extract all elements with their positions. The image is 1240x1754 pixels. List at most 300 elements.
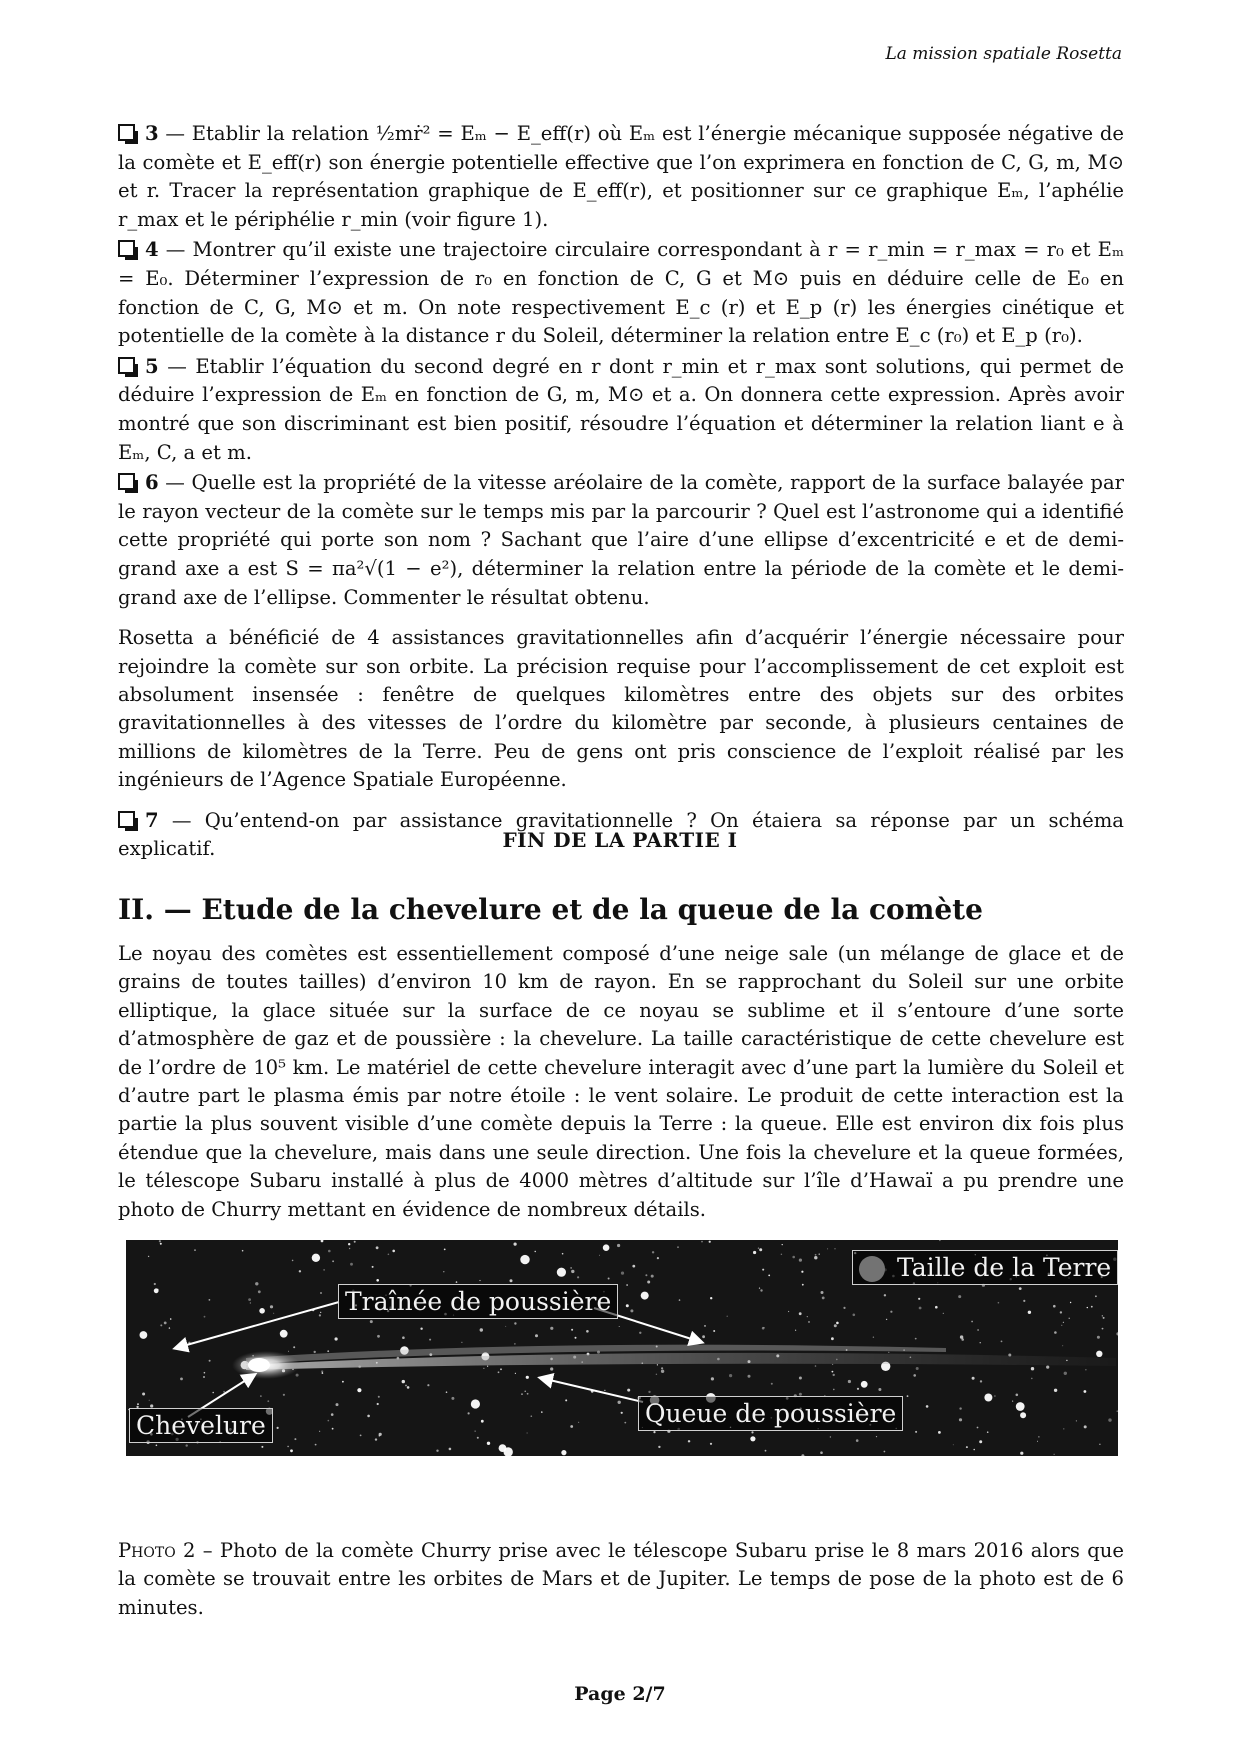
- star: [979, 1440, 982, 1443]
- star: [335, 1337, 338, 1340]
- star: [980, 1342, 981, 1343]
- star: [630, 1309, 633, 1312]
- star: [781, 1254, 782, 1255]
- star: [626, 1304, 629, 1307]
- star: [328, 1250, 331, 1253]
- star: [515, 1373, 516, 1374]
- star: [953, 1444, 954, 1445]
- star: [819, 1254, 820, 1255]
- star: [288, 1351, 289, 1352]
- star: [571, 1270, 574, 1273]
- question-7: 7 — Qu’entend-on par assistance gravitationnelle ? On étaiera sa réponse par un schéma explicatif.: [118, 808, 1124, 861]
- star: [658, 1446, 660, 1448]
- star: [267, 1400, 269, 1402]
- star: [998, 1302, 1000, 1304]
- star: [273, 1313, 274, 1314]
- star: [575, 1337, 577, 1339]
- star: [799, 1312, 802, 1315]
- star: [853, 1314, 856, 1317]
- star: [1019, 1287, 1022, 1290]
- star: [159, 1240, 161, 1242]
- star: [1038, 1436, 1039, 1437]
- star: [1020, 1452, 1023, 1455]
- star: [331, 1413, 334, 1416]
- star: [142, 1393, 145, 1396]
- star: [966, 1446, 968, 1448]
- star: [926, 1405, 929, 1408]
- star: [758, 1248, 759, 1249]
- star: [248, 1298, 251, 1301]
- star: [258, 1290, 261, 1293]
- star: [831, 1337, 834, 1340]
- star: [194, 1249, 196, 1251]
- star: [1020, 1412, 1026, 1418]
- star: [1102, 1315, 1103, 1316]
- star: [487, 1366, 488, 1367]
- star: [603, 1244, 610, 1251]
- star: [771, 1383, 773, 1385]
- star: [160, 1243, 162, 1245]
- star: [375, 1438, 377, 1440]
- star: [1087, 1307, 1088, 1308]
- star: [420, 1328, 422, 1330]
- star: [259, 1308, 265, 1314]
- star: [1063, 1428, 1064, 1429]
- star: [320, 1292, 322, 1294]
- star: [402, 1336, 405, 1339]
- star: [436, 1450, 438, 1452]
- star: [1016, 1402, 1025, 1411]
- star: [250, 1302, 251, 1303]
- star: [645, 1274, 647, 1276]
- star: [270, 1305, 273, 1308]
- star: [799, 1259, 802, 1262]
- star: [915, 1431, 917, 1433]
- star: [203, 1376, 205, 1378]
- star: [160, 1324, 162, 1326]
- star: [760, 1289, 762, 1291]
- star: [180, 1378, 183, 1381]
- star: [1096, 1351, 1102, 1357]
- star: [836, 1322, 839, 1325]
- star: [204, 1316, 206, 1318]
- star: [915, 1338, 917, 1340]
- star: [255, 1282, 258, 1285]
- star: [971, 1321, 973, 1323]
- star: [377, 1335, 380, 1338]
- star: [312, 1254, 320, 1262]
- star: [878, 1388, 881, 1391]
- star: [212, 1392, 214, 1394]
- star: [641, 1292, 649, 1300]
- star: [468, 1412, 470, 1414]
- star: [294, 1438, 296, 1440]
- star: [801, 1271, 803, 1273]
- star: [1031, 1367, 1034, 1370]
- star: [520, 1255, 529, 1264]
- star: [332, 1260, 334, 1262]
- star: [535, 1334, 538, 1337]
- star: [795, 1330, 796, 1331]
- star: [354, 1241, 356, 1243]
- star: [960, 1335, 963, 1338]
- star: [808, 1321, 809, 1322]
- star: [621, 1412, 623, 1414]
- star: [608, 1278, 610, 1280]
- star: [994, 1395, 996, 1397]
- section-title: II. — Etude de la chevelure et de la queue de la comète: [118, 893, 983, 926]
- star: [1012, 1401, 1013, 1402]
- star: [762, 1269, 764, 1271]
- checkbox-icon: [118, 811, 135, 828]
- star: [980, 1380, 982, 1382]
- star: [148, 1256, 149, 1257]
- star: [405, 1385, 407, 1387]
- star: [848, 1380, 851, 1383]
- star: [1097, 1336, 1100, 1339]
- star: [327, 1350, 329, 1352]
- star: [919, 1307, 922, 1310]
- star: [1069, 1318, 1070, 1319]
- star: [296, 1374, 299, 1377]
- star: [727, 1316, 728, 1317]
- star: [480, 1328, 483, 1331]
- star: [959, 1418, 962, 1421]
- star: [1070, 1302, 1071, 1303]
- star: [661, 1367, 663, 1369]
- star: [483, 1368, 484, 1369]
- star: [526, 1376, 529, 1379]
- star: [527, 1433, 528, 1434]
- star: [332, 1428, 334, 1430]
- star: [856, 1439, 859, 1442]
- star: [1063, 1322, 1064, 1323]
- star: [562, 1253, 564, 1255]
- star: [370, 1320, 373, 1323]
- star: [1031, 1378, 1033, 1380]
- star: [481, 1420, 484, 1423]
- star: [154, 1288, 159, 1293]
- star: [336, 1403, 339, 1406]
- star: [242, 1250, 244, 1252]
- star: [521, 1393, 523, 1395]
- nucleus-shape: [248, 1358, 270, 1372]
- star: [661, 1370, 664, 1373]
- star: [350, 1263, 353, 1266]
- star: [479, 1280, 480, 1281]
- star: [156, 1445, 158, 1447]
- star: [319, 1314, 321, 1316]
- star: [1054, 1331, 1057, 1334]
- star: [832, 1364, 833, 1365]
- star: [832, 1371, 834, 1373]
- star: [1060, 1311, 1062, 1313]
- star: [802, 1284, 804, 1286]
- star: [154, 1283, 156, 1285]
- star: [514, 1322, 516, 1324]
- star: [1001, 1341, 1003, 1343]
- star: [833, 1389, 835, 1391]
- star: [907, 1395, 909, 1397]
- star: [550, 1327, 553, 1330]
- star: [388, 1254, 390, 1256]
- star: [753, 1251, 756, 1254]
- question-text: Qu’entend-on par assistance gravitationnelle ? On étaiera sa réponse par un schéma explicatif.: [118, 808, 1124, 861]
- star: [626, 1284, 628, 1286]
- running-head: La mission spatiale Rosetta: [885, 44, 1122, 64]
- star: [578, 1422, 579, 1423]
- star: [711, 1377, 714, 1380]
- star: [379, 1435, 381, 1437]
- star: [657, 1257, 659, 1259]
- star: [292, 1260, 294, 1262]
- star: [349, 1248, 350, 1249]
- star: [1046, 1366, 1049, 1369]
- star: [886, 1319, 887, 1320]
- star: [487, 1442, 490, 1445]
- star: [314, 1351, 316, 1353]
- star: [617, 1244, 620, 1247]
- photo-caption: [118, 1537, 1124, 1622]
- star: [653, 1431, 655, 1433]
- star: [987, 1431, 989, 1433]
- star: [444, 1249, 446, 1251]
- star: [510, 1279, 513, 1282]
- star: [618, 1401, 621, 1404]
- star: [977, 1427, 979, 1429]
- star: [186, 1444, 188, 1446]
- star: [710, 1443, 712, 1445]
- star: [1054, 1389, 1057, 1392]
- star: [750, 1436, 755, 1441]
- star: [378, 1396, 380, 1398]
- star: [456, 1281, 458, 1283]
- star: [140, 1331, 148, 1339]
- star: [557, 1268, 566, 1277]
- star: [1016, 1394, 1019, 1397]
- star: [918, 1298, 920, 1300]
- star: [261, 1446, 263, 1448]
- star: [884, 1451, 886, 1453]
- star: [137, 1403, 139, 1405]
- star: [449, 1448, 452, 1451]
- star: [830, 1436, 831, 1437]
- star: [748, 1375, 751, 1378]
- star: [647, 1281, 650, 1284]
- star: [323, 1269, 324, 1270]
- comet-photo: [126, 1240, 1118, 1456]
- star: [475, 1431, 476, 1432]
- star: [709, 1241, 711, 1243]
- star: [376, 1279, 379, 1282]
- star: [702, 1335, 705, 1338]
- star: [209, 1360, 211, 1362]
- star: [632, 1265, 635, 1268]
- star: [768, 1275, 770, 1277]
- star: [704, 1325, 706, 1327]
- star: [571, 1329, 573, 1331]
- star: [315, 1444, 317, 1446]
- star: [1108, 1418, 1111, 1421]
- star: [701, 1241, 703, 1243]
- star: [427, 1384, 429, 1386]
- star: [357, 1388, 361, 1392]
- checkbox-icon: [118, 473, 135, 490]
- star: [977, 1329, 979, 1331]
- section-paragraph: Le noyau des comètes est essentiellement composé d’une neige sale (un mélange de glace et de grains de toutes tailles) d’environ 10 km de rayon. En se rapprochant du Soleil sur une orbite elliptique, la glace située sur la surface de ce noyau se sublime et il s’entoure d’une sorte d’atmosphère de gaz et de poussière : la chevelure. La taille caractéristique de cette chevelure est de l’ordre de 10⁵ km. Le matériel de cette chevelure interagit avec d’une part la lumière du Soleil et d’autre part le plasma émis par notre étoile : le vent solaire. Le produit de cette interaction est la partie la plus souvent visible d’une comète depuis la Terre : la queue. Elle est environ dix fois plus étendue que la chevelure, mais dans une seule direction. Une fois la chevelure et la queue formées, le télescope Subaru installé à plus de 4000 mètres d’altitude sur l’île d’Hawaï a pu prendre une photo de Churry mettant en évidence de nombreux détails.: [118, 942, 1124, 1221]
- star: [884, 1294, 886, 1296]
- star: [328, 1420, 330, 1422]
- star: [209, 1299, 211, 1301]
- star: [287, 1446, 288, 1447]
- star: [541, 1411, 543, 1413]
- star: [443, 1271, 444, 1272]
- star: [527, 1393, 529, 1395]
- star: [1102, 1328, 1104, 1330]
- star: [648, 1391, 650, 1393]
- star: [290, 1449, 293, 1452]
- star: [677, 1246, 679, 1248]
- star: [888, 1352, 889, 1353]
- star: [1053, 1305, 1056, 1308]
- star: [759, 1248, 762, 1251]
- star: [710, 1297, 712, 1299]
- star: [561, 1450, 566, 1455]
- star: [376, 1246, 379, 1249]
- star: [570, 1267, 572, 1269]
- star: [149, 1400, 150, 1401]
- star: [958, 1295, 961, 1298]
- star: [820, 1451, 823, 1454]
- star: [833, 1374, 835, 1376]
- star: [973, 1449, 975, 1451]
- star: [586, 1330, 589, 1333]
- star: [577, 1276, 579, 1278]
- star: [402, 1380, 405, 1383]
- star: [938, 1431, 941, 1434]
- question-4: 4 — Montrer qu’il existe une trajectoire circulaire correspondant à r = r_min = r_max = r₀ et Eₘ = E₀. Déterminer l’expression de r₀ en fonction de C, G et M⊙ puis en déduire celle de E₀ en fonction de C, G, M⊙ et m. On note respectivement E_c (r) et E_p (r) les énergies cinétique et potentielle de la comète à la distance r du Soleil, déterminer la relation entre E_c (r₀) et E_p (r₀).: [118, 238, 1124, 348]
- star: [1054, 1454, 1055, 1455]
- star: [1062, 1345, 1063, 1346]
- star: [321, 1370, 323, 1372]
- star: [815, 1365, 817, 1367]
- question-5: 5 — Etablir l’équation du second degré en r dont r_min et r_max sont solutions, qui permet de déduire l’expression de Eₘ en fonction de G, m, M⊙ et a. On donnera cette expression. Après avoir montré que son discriminant est bien positif, résoudre l’équation et déterminer la relation liant e à Eₘ, C, a et m.: [118, 354, 1124, 464]
- star: [935, 1306, 938, 1309]
- star: [505, 1326, 506, 1327]
- star: [599, 1255, 600, 1256]
- star: [619, 1326, 620, 1327]
- star: [525, 1391, 526, 1392]
- star: [861, 1381, 868, 1388]
- star: [1099, 1444, 1100, 1445]
- star: [451, 1397, 454, 1400]
- star: [657, 1364, 658, 1365]
- star: [170, 1318, 172, 1320]
- star: [204, 1372, 206, 1374]
- star: [1084, 1425, 1087, 1428]
- star: [656, 1374, 657, 1375]
- star: [477, 1437, 479, 1439]
- star: [283, 1394, 285, 1396]
- question-text: Etablir la relation ½mṙ² = Eₘ − E_eff(r) où Eₘ est l’énergie mécanique supposée négative de la comète et E_eff(r) son énergie potentielle effective que l’on exprimera en fonction de C, G, m, M⊙ et r. Tracer la représentation graphique de E_eff(r), et positionner sur ce graphique Eₘ, l’aphélie r_max et le périphélie r_min (voir figure 1).: [118, 122, 1124, 231]
- star: [890, 1311, 892, 1313]
- star: [1023, 1300, 1025, 1302]
- star: [1064, 1372, 1067, 1375]
- star: [984, 1394, 992, 1402]
- star: [500, 1368, 502, 1370]
- star: [679, 1299, 681, 1301]
- star: [765, 1450, 767, 1452]
- star: [834, 1324, 837, 1327]
- star: [857, 1388, 859, 1390]
- checkbox-icon: [118, 124, 135, 141]
- question-6: 6 — Quelle est la propriété de la vitesse aréolaire de la comète, rapport de la surface balayée par le rayon vecteur de la comète sur le temps mis par la parcourir ? Quel est l’astronome qui a identifié cette propriété qui porte son nom ? Sachant que l’aire d’une ellipse d’excentricité e et de demi-grand axe a est S = πa²√(1 − e²), déterminer la relation entre la période de la comète et le demi-grand axe de l’ellipse. Commenter le résultat obtenu.: [118, 471, 1124, 609]
- star: [348, 1243, 350, 1245]
- star: [843, 1307, 845, 1309]
- question-list: [118, 120, 1124, 864]
- question-text: Quelle est la propriété de la vitesse aréolaire de la comète, rapport de la surface balayée par le rayon vecteur de la comète sur le temps mis par la parcourir ? Quel est l’astronome qui a identifié cette propriété qui porte son nom ? Sachant que l’aire d’une ellipse d’excentricité e et de demi-grand axe a est S = πa²√(1 − e²), déterminer la relation entre la période de la comète et le demi-grand axe de l’ellipse. Commenter le résultat obtenu.: [118, 471, 1124, 609]
- star: [751, 1431, 753, 1433]
- question-3: 3 — Etablir la relation ½mṙ² = Eₘ − E_eff(r) où Eₘ est l’énergie mécanique supposée négative de la comète et E_eff(r) son énergie potentielle effective que l’on exprimera en fonction de C, G, m, M⊙ et r. Tracer la représentation graphique de E_eff(r), et positionner sur ce graphique Eₘ, l’aphélie r_max et le périphélie r_min (voir figure 1).: [118, 122, 1124, 231]
- star: [834, 1248, 835, 1249]
- star: [260, 1395, 261, 1396]
- star: [514, 1243, 517, 1246]
- star: [293, 1346, 295, 1348]
- star: [792, 1256, 795, 1259]
- star: [759, 1288, 760, 1289]
- star: [535, 1251, 536, 1252]
- star: [762, 1327, 765, 1330]
- star: [815, 1254, 817, 1256]
- star: [1103, 1317, 1105, 1319]
- star: [164, 1322, 167, 1325]
- star: [372, 1266, 374, 1268]
- star: [627, 1389, 630, 1392]
- label-dust-tail: Queue de poussière: [638, 1396, 903, 1431]
- end-of-part-heading: FIN DE LA PARTIE I: [502, 828, 738, 852]
- star: [360, 1435, 362, 1437]
- star: [1028, 1311, 1031, 1314]
- star: [1076, 1420, 1077, 1421]
- star: [1091, 1306, 1093, 1308]
- question-text: Montrer qu’il existe une trajectoire circulaire correspondant à r = r_min = r_max = r₀ et Eₘ = E₀. Déterminer l’expression de r₀ en fonction de C, G et M⊙ puis en déduire celle de E₀ en fonction de C, G, M⊙ et m. On note respectivement E_c (r) et E_p (r) les énergies cinétique et potentielle de la comète à la distance r du Soleil, déterminer la relation entre E_c (r₀) et E_p (r₀).: [118, 238, 1124, 348]
- star: [550, 1367, 553, 1370]
- star: [788, 1311, 789, 1312]
- star: [498, 1371, 500, 1373]
- star: [342, 1381, 344, 1383]
- page-number: Page 2/7: [574, 1683, 666, 1705]
- star: [367, 1415, 370, 1418]
- star: [713, 1330, 715, 1332]
- star: [299, 1270, 301, 1272]
- rosetta-paragraph: Rosetta a bénéficié de 4 assistances gravitationnelles afin d’acquérir l’énergie nécessaire pour rejoindre la comète sur son orbite. La précision requise pour l’accomplissement de cet exploit est absolument insensée : fenêtre de quelques kilomètres entre des objets sur des orbites gravitationnelles à des vitesses de l’ordre du kilomètre par seconde, à plusieurs centaines de millions de kilomètres de la Terre. Peu de gens ont pris conscience de l’exploit réalisé par les ingénieurs de l’Agence Spatiale Européenne.: [118, 626, 1124, 792]
- star: [461, 1342, 462, 1343]
- star: [729, 1374, 732, 1377]
- star: [319, 1431, 320, 1432]
- star: [565, 1399, 567, 1401]
- star: [514, 1343, 515, 1344]
- star: [943, 1313, 944, 1314]
- star: [1061, 1325, 1062, 1326]
- label-dust-trail: Traînée de poussière: [338, 1284, 618, 1319]
- star: [531, 1415, 533, 1417]
- star: [277, 1427, 279, 1429]
- star: [169, 1327, 170, 1328]
- star: [1084, 1390, 1087, 1393]
- question-text: Etablir l’équation du second degré en r dont r_min et r_max sont solutions, qui permet de déduire l’expression de Eₘ en fonction de G, m, M⊙ et a. On donnera cette expression. Après avoir montré que son discriminant est bien positif, résoudre l’équation et déterminer la relation liant e à Eₘ, C, a et m.: [118, 354, 1124, 464]
- star: [827, 1248, 828, 1249]
- star: [652, 1251, 654, 1253]
